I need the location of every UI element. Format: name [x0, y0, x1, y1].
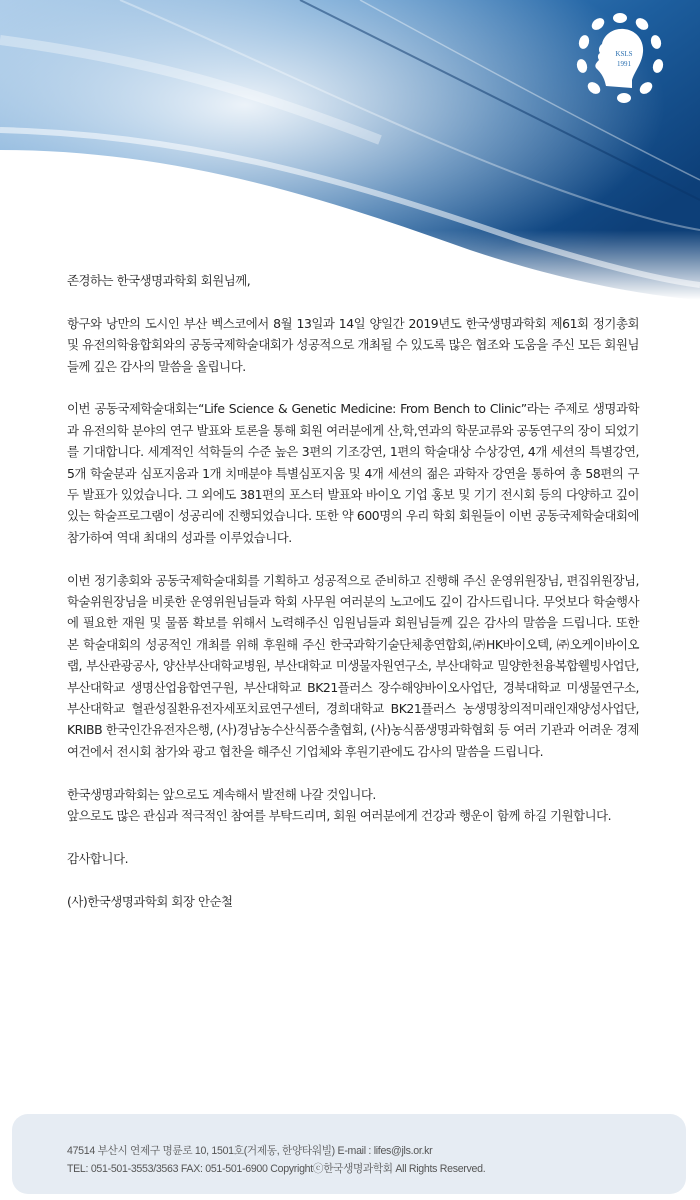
letter-paragraph-3: 이번 정기총회와 공동국제학술대회를 기획하고 성공적으로 준비하고 진행해 주신 운영위원장님, 편집위원장님, 학술위원장님을 비롯한 운영위원님들과 학회 사무원 여러분의 노고에도 깊이 감사드립니다. 무엇보다 학술행사에 필요한 재원 및 물품 확보를 위해서 노력해주신 임원님들과 회원님들께 깊은 감사의 말씀을 드립니다. 또한 본 학술대회의 성공적인 개최를 위해 후원해 주신 한국과학기술단체총연합회,㈜HK바이오텍, ㈜오케이바이오랩, 부산관광공사, 양산부산대학교병원, 부산대학교 미생물자원연구소, 부산대학교 밀양한천융복합웰빙사업단, 부산대학교 생명산업융합연구원, 부산대학교 BK21플러스 장수해양바이오사업단, 경북대학교 미생물연구소, 부산대학교 혈관성질환유전자세포치료연구센터, 경희대학교 BK21플러스 농생명창의적미래인재양성사업단, KRIBB 한국인간유전자은행, (사)경남농수산식품수출협회, (사)농식품생명과학협회 등 여러 기관과 어려운 경제 여건에서 전시회 참가와 광고 협찬을 해주신 기업체와 후원기관에도 감사의 말씀을 드립니다.	[67, 572, 639, 759]
closing-line-2: 앞으로도 많은 관심과 적극적인 참여를 부탁드리며, 회원 여러분에게 건강과 행운이 함께 하길 기원합니다.	[67, 808, 612, 824]
letter-thanks: 감사합니다.	[67, 850, 129, 866]
footer-address: 47514 부산시 연제구 명륜로 10, 1501호(거제동, 한양타워빌) E-mail : lifes@jls.or.kr	[67, 1145, 433, 1157]
ksls-logo	[572, 10, 668, 106]
letter-paragraph-1: 항구와 낭만의 도시인 부산 벡스코에서 8월 13일과 14일 양일간 2019년도 한국생명과학회 제61회 정기총회 및 유전의학융합회와의 공동국제학술대회가 성공적으로 개최될 수 있도록 많은 협조와 도움을 주신 모든 회원님들께 깊은 감사의 말씀을 올립니다.	[67, 315, 639, 374]
logo-text-year: 1991	[617, 60, 631, 68]
letter-greeting: 존경하는 한국생명과학회 회원님께,	[67, 273, 251, 288]
closing-line-1: 한국생명과학회는 앞으로도 계속해서 발전해 나갈 것입니다.	[67, 786, 376, 802]
letter-body	[67, 270, 639, 933]
footer-box	[12, 1114, 686, 1194]
logo-text-ksls: KSLS	[615, 50, 633, 58]
footer-contact: TEL: 051-501-3553/3563 FAX: 051-501-6900 Copyrightⓒ한국생명과학회 All Rights Reserved.	[67, 1163, 486, 1175]
ksls-head-logo-icon	[572, 10, 668, 106]
letter-paragraph-2: 이번 공동국제학술대회는“Life Science & Genetic Medicine: From Bench to Clinic”라는 주제로 생명과학과 유전의학 분야의 연구 발표와 토론을 통해 회원 여러분에게 산,학,연과의 학문교류와 공동연구의 장이 되었기를 기대합니다. 세계적인 석학들의 수준 높은 3편의 기조강연, 1편의 학술대상 수상강연, 4개 세션의 특별강연, 5개 학술분과 심포지움과 1개 치매분야 특별심포지움 및 4개 세션의 젊은 과학자 강연을 통하여 총 58편의 구두 발표가 있었습니다. 그 외에도 381편의 포스터 발표와 바이오 기업 홍보 및 기기 전시회 등의 다양하고 깊이 있는 학술프로그램이 성공리에 진행되었습니다. 또한 약 600명의 우리 학회 회원들이 이번 공동국제학술대회에 참가하여 역대 최대의 성과를 이루었습니다.	[67, 401, 639, 545]
letter-closing	[67, 784, 639, 827]
letter-signature: (사)한국생명과학회 회장 안순철	[67, 893, 233, 909]
